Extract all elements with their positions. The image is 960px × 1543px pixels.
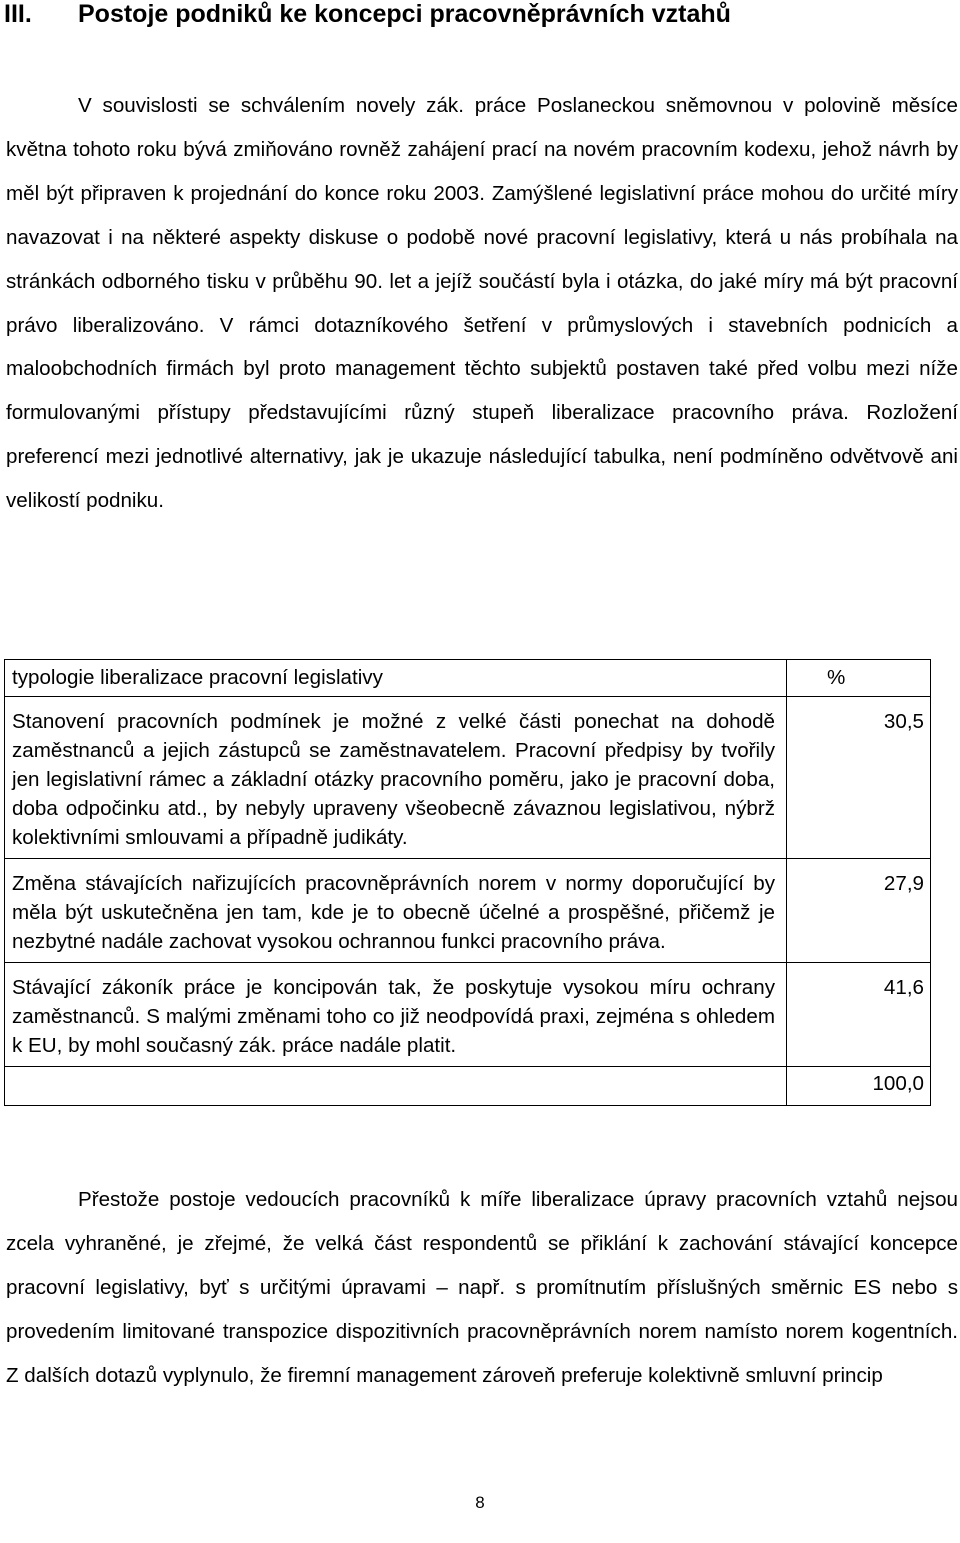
- table-row-text: Stanovení pracovních podmínek je možné z velké části ponechat na dohodě zaměstnanců a jejich zástupců se zaměstnavatelem. Pracovní předpisy by tvořily jen legislativní rámec a základní otázky pracovního poměru, jako je pracovní doba, doba odpočinku atd., by nebyly upraveny všeobecně závaznou legislativou, nýbrž kolektivními smlouvami a případně judikáty.: [5, 697, 787, 859]
- table-row-text: Stávající zákoník práce je koncipován tak, že poskytuje vysokou míru ochrany zaměstnanců. S malými změnami toho co již neodpovídá praxi, zejména s ohledem k EU, by mohl současný zák. práce nadále platit.: [5, 963, 787, 1067]
- intro-paragraph-text: V souvislosti se schválením novely zák. práce Poslaneckou sněmovnou v polovině měsíce května tohoto roku bývá zmiňováno rovněž zahájení prací na novém pracovním kodexu, jehož návrh by měl být připraven k projednání do konce roku 2003. Zamýšlené legislativní práce mohou do určité míry navazovat i na některé aspekty diskuse o podobě nové pracovní legislativy, která u nás probíhala na stránkách odborného tisku v průběhu 90. let a jejíž součástí byla i otázka, do jaké míry má být pracovní právo liberalizováno. V rámci dotazníkového šetření v průmyslových i stavebních podnicích a maloobchodních firmách byl proto management těchto subjektů postaven také před volbu mezi níže formulovanými přístupy představujícími různý stupeň liberalizace pracovního práva. Rozložení preferencí mezi jednotlivé alternativy, jak je ukazuje následující tabulka, není podmíněno odvětvově ani velikostí podniku.: [6, 94, 958, 513]
- liberalization-typology-table: [4, 659, 931, 1106]
- table-row: [5, 859, 931, 963]
- table-row-value: 27,9: [787, 859, 931, 963]
- conclusion-paragraph-text: Přestože postoje vedoucích pracovníků k míře liberalizace úpravy pracovních vztahů nejsou zcela vyhraněné, je zřejmé, že velká část respondentů se přiklání k zachování stávající koncepce pracovní legislativy, byť s určitými úpravami – např. s promítnutím příslušných směrnic ES nebo s provedením limitované transpozice dispozitivních pracovněprávních norem namísto norem kogentních. Z dalších dotazů vyplynulo, že firemní management zároveň preferuje kolektivně smluvní princip: [6, 1188, 958, 1387]
- table-total-blank-cell: [5, 1067, 787, 1106]
- section-number: III.: [4, 0, 32, 28]
- table-total-value: 100,0: [787, 1067, 931, 1106]
- table-row-text: Změna stávajících nařizujících pracovněprávních norem v normy doporučující by měla být uskutečněna jen tam, kde je to obecně účelné a prospěšné, přičemž je nezbytné nadále zachovat vysokou ochrannou funkci pracovního práva.: [5, 859, 787, 963]
- intro-paragraph: [6, 84, 958, 523]
- conclusion-paragraph: [6, 1178, 958, 1398]
- table-row-value: 30,5: [787, 697, 931, 859]
- table-header-row: [5, 660, 931, 697]
- table-row: [5, 963, 931, 1067]
- table-header-label: typologie liberalizace pracovní legislativy: [5, 660, 787, 697]
- table-total-row: [5, 1067, 931, 1106]
- table-row-value: 41,6: [787, 963, 931, 1067]
- page-number: 8: [475, 1493, 485, 1512]
- table-row: [5, 697, 931, 859]
- section-title: Postoje podniků ke koncepci pracovněprávních vztahů: [78, 0, 731, 28]
- section-heading: [4, 0, 954, 30]
- table-header-unit: %: [787, 660, 931, 697]
